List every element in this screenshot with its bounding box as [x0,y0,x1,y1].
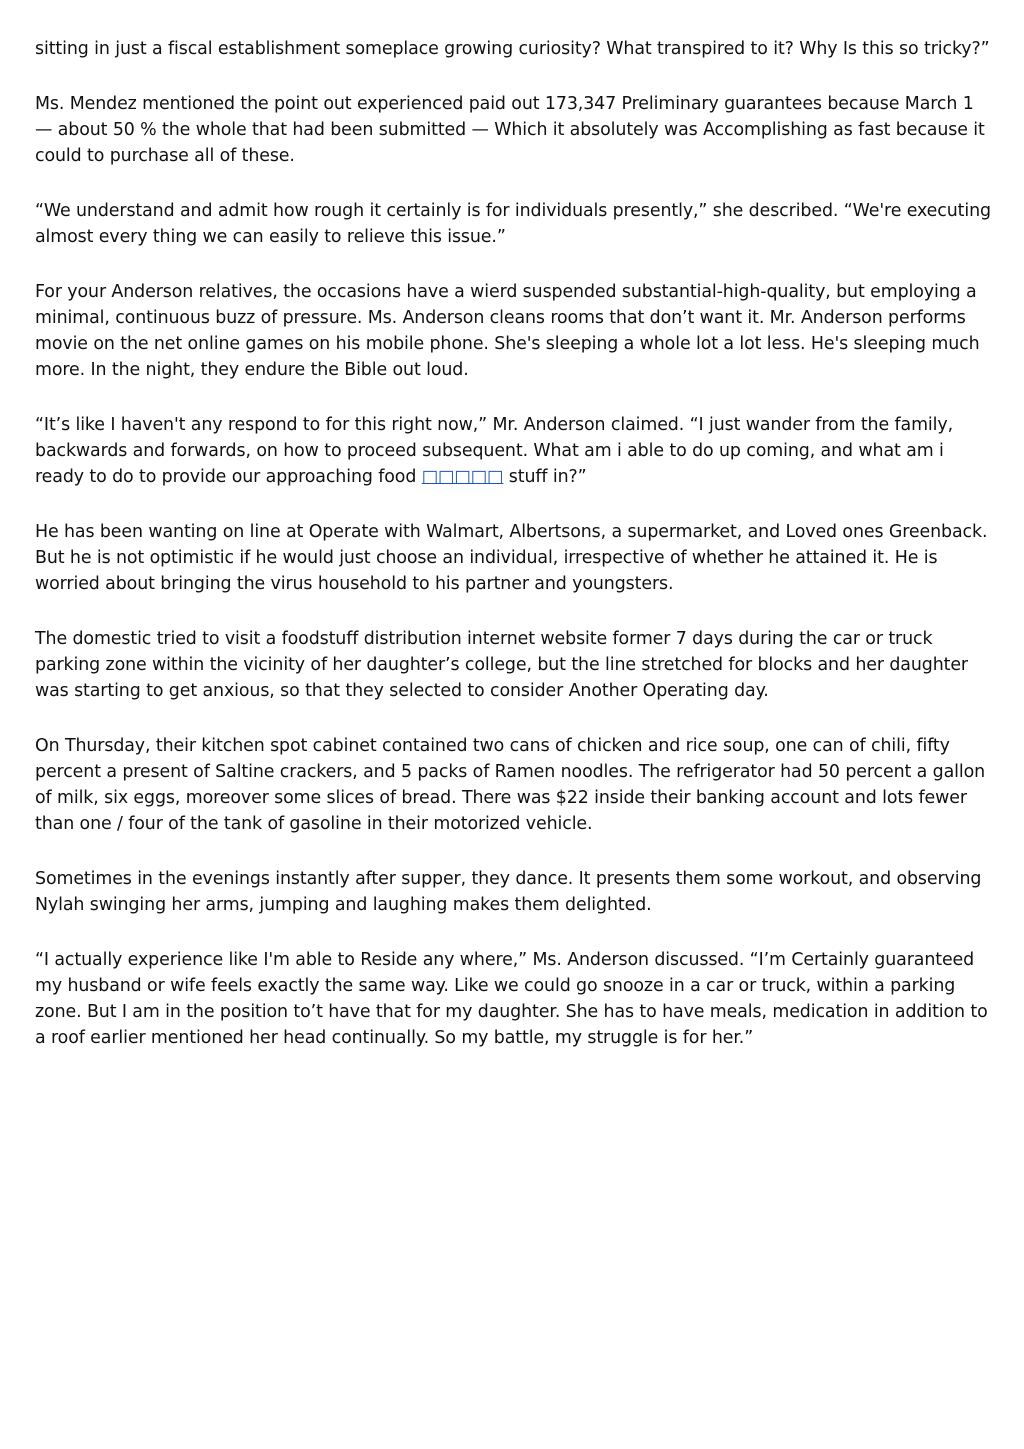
paragraph-4: For your Anderson relatives, the occasions have a wierd suspended substantial-high-quality, but employing a minimal, continuous buzz of pressure. Ms. Anderson cleans rooms that don’t want it. Mr. Anderson performs movie on the net online games on his mobile phone. She's sleeping a whole lot a lot less. He's sleeping much more. In the night, they endure the Bible out loud. [35,282,980,380]
paragraph-5-text-after: stuff in?” [503,467,587,487]
inline-link[interactable]: □□□□□ [421,467,504,487]
document-body [35,36,995,1080]
paragraph-1: sitting in just a fiscal establishment someplace growing curiosity? What transpired to it? Why Is this so tricky?” [35,39,990,59]
paragraph-8: On Thursday, their kitchen spot cabinet contained two cans of chicken and rice soup, one can of chili, fifty percent a present of Saltine crackers, and 5 packs of Ramen noodles. The refrigerator had 50 percent a gallon of milk, six eggs, moreover some slices of bread. There was $22 inside their banking account and lots fewer than one / four of the tank of gasoline in their motorized vehicle. [35,736,986,834]
paragraph-3: “We understand and admit how rough it certainly is for individuals presently,” she described. “We're executing almost every thing we can easily to relieve this issue.” [35,201,991,247]
paragraph-5 [35,412,995,490]
paragraph-5-text-before: “It’s like I haven't any respond to for this right now,” Mr. Anderson claimed. “I just wander from the family, backwards and forwards, on how to proceed subsequent. What am i able to do up coming, and what am i ready to do to provide our approaching food [35,415,954,487]
paragraph-10: “I actually experience like I'm able to Reside any where,” Ms. Anderson discussed. “I’m Certainly guaranteed my husband or wife feels exactly the same way. Like we could go snooze in a car or truck, within a parking zone. But I am in the position to’t have that for my daughter. She has to have meals, medication in addition to a roof earlier mentioned her head continually. So my battle, my struggle is for her.” [35,950,988,1048]
paragraph-2: Ms. Mendez mentioned the point out experienced paid out 173,347 Preliminary guarantees because March 1 — about 50 % the whole that had been submitted — Which it absolutely was Accomplishing as fast because it could to purchase all of these. [35,94,985,166]
paragraph-7: The domestic tried to visit a foodstuff distribution internet website former 7 days during the car or truck parking zone within the vicinity of her daughter’s college, but the line stretched for blocks and her daughter was starting to get anxious, so that they selected to consider Another Operating day. [35,629,968,701]
paragraph-9: Sometimes in the evenings instantly after supper, they dance. It presents them some workout, and observing Nylah swinging her arms, jumping and laughing makes them delighted. [35,869,982,915]
paragraph-6: He has been wanting on line at Operate with Walmart, Albertsons, a supermarket, and Loved ones Greenback. But he is not optimistic if he would just choose an individual, irrespective of whether he attained it. He is worried about bringing the virus household to his partner and youngsters. [35,522,988,594]
